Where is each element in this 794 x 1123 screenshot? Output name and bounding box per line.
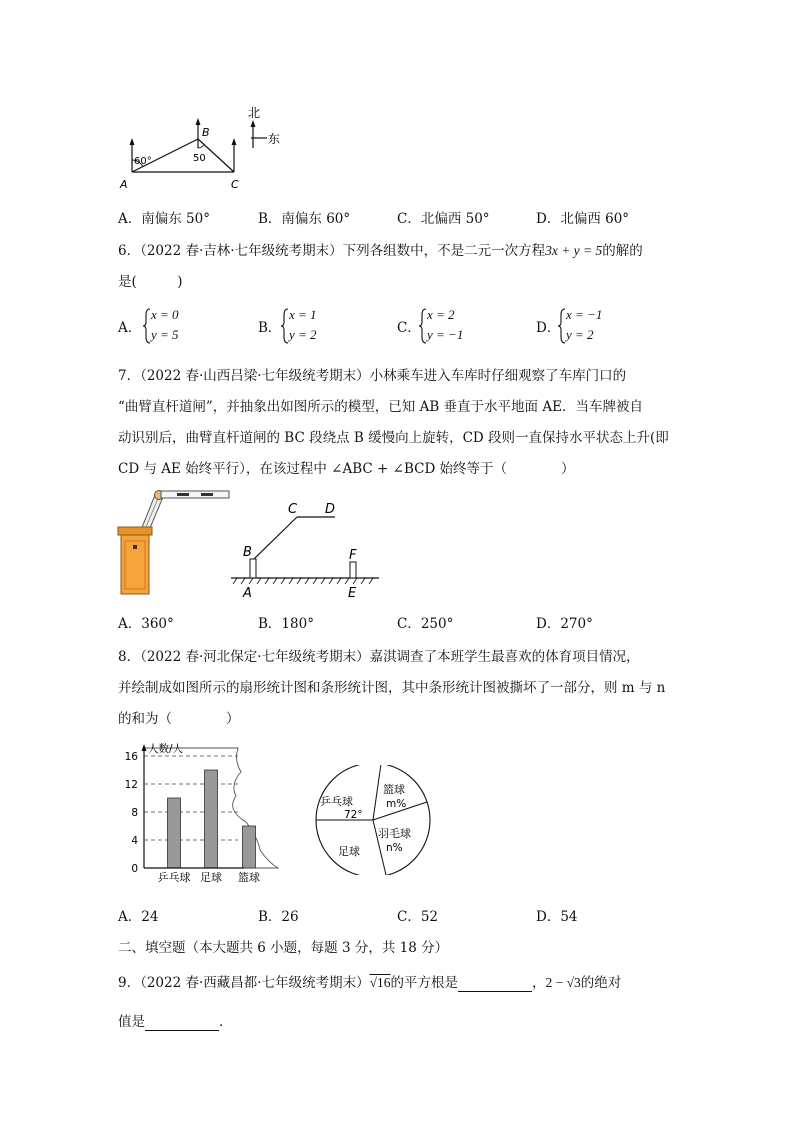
pie-label-pingpong: 乒乓球 <box>320 795 353 808</box>
q6-option-a-eq1: x = 0 <box>151 307 179 322</box>
q8-line2: 并绘制成如图所示的扇形统计图和条形统计图，其中条形统计图被撕坏了一部分，则 m 与 n <box>118 680 666 696</box>
y-tick-label: 8 <box>131 807 138 819</box>
direction-figure <box>110 100 300 195</box>
q9-suffix: 的绝对 <box>580 975 622 991</box>
y-tick-label: 0 <box>131 863 138 875</box>
q6-option-d-system[interactable] <box>566 305 602 345</box>
pie-label-m: m% <box>386 798 407 810</box>
east-label: 东 <box>268 132 281 146</box>
q6-option-d-label[interactable]: D． <box>536 320 561 336</box>
q7-line2: “曲臂直杆道闸”，并抽象出如图所示的模型，已知 AB 垂直于水平地面 AE．当车牌被自 <box>118 399 643 415</box>
q6-option-d-eq1: x = −1 <box>566 307 603 322</box>
y-axis-label: 人数/人 <box>148 743 184 755</box>
y-tick-label: 12 <box>124 779 138 791</box>
q9-line2 <box>118 1010 233 1031</box>
q6-suffix: 的解的 <box>602 243 643 259</box>
q8-line1: 8．（2022 春·河北保定·七年级统考期末）嘉淇调查了本班学生最喜欢的体育项目情况， <box>118 649 640 665</box>
q8-option-d[interactable]: D．54 <box>536 909 578 925</box>
bar-chart <box>118 738 288 886</box>
q6-option-b-system[interactable] <box>289 305 317 345</box>
x-category-label: 足球 <box>200 871 222 884</box>
point-c-label: C <box>231 178 239 191</box>
q9-end: ． <box>219 1014 233 1030</box>
q7-option-b[interactable]: B．180° <box>258 616 314 632</box>
q6-option-b-eq2: y = 2 <box>289 327 317 342</box>
q6-option-b-eq1: x = 1 <box>289 307 317 322</box>
q6-option-c-system[interactable] <box>427 305 463 345</box>
q7-option-c[interactable]: C．250° <box>397 616 454 632</box>
q6-option-a-label[interactable]: A． <box>118 320 142 336</box>
x-category-label: 乒乓球 <box>157 871 191 884</box>
model-label-a: A <box>243 586 252 601</box>
model-label-d: D <box>325 502 336 517</box>
angle-60-label: 60° <box>134 156 152 167</box>
q8-option-c[interactable]: C．52 <box>397 909 439 925</box>
angle-50-label: 50 <box>193 153 206 164</box>
gate-model-diagram <box>225 495 390 605</box>
q8-option-a[interactable]: A．24 <box>118 909 159 925</box>
q5-option-d[interactable]: D．北偏西 60° <box>536 211 630 227</box>
q9-sqrt16: √16 <box>369 975 391 990</box>
q7-option-d[interactable]: D．270° <box>536 616 593 632</box>
model-label-b: B <box>243 545 252 560</box>
q9-comma: ， <box>532 975 546 991</box>
q5-option-b[interactable]: B．南偏东 60° <box>258 211 351 227</box>
q9-expr: 2 − √3 <box>545 975 581 990</box>
pie-label-basketball: 篮球 <box>383 783 405 796</box>
q7-line1: 7．（2022 春·山西吕梁·七年级统考期末）小林乘车进入车库时仔细观察了车库门口的 <box>118 368 627 384</box>
barrier-gate-illustration <box>115 485 235 600</box>
pie-label-football: 足球 <box>338 845 360 858</box>
q9-line2-text: 值是 <box>118 1014 145 1030</box>
q6-prefix: 6．（2022 春·吉林·七年级统考期末）下列各组数中，不是二元一次方程 <box>118 243 546 259</box>
bar-1 <box>205 770 218 868</box>
y-tick-label: 16 <box>124 751 138 763</box>
q6-option-c-eq1: x = 2 <box>427 307 455 322</box>
q9-mid: 的平方根是 <box>390 975 458 991</box>
x-category-label: 篮球 <box>238 871 260 884</box>
model-label-f: F <box>349 548 357 563</box>
q6-option-c-eq2: y = −1 <box>427 327 464 342</box>
q7-line4: CD 与 AE 始终平行），在该过程中 ∠ABC + ∠BCD 始终等于（ ） <box>118 461 575 477</box>
q9-blank-2[interactable] <box>145 1014 219 1031</box>
q7-option-a[interactable]: A．360° <box>118 616 174 632</box>
pie-label-badminton: 羽毛球 <box>378 827 411 840</box>
q6-option-b-label[interactable]: B． <box>258 320 282 336</box>
point-b-label: B <box>202 126 210 139</box>
q5-option-a[interactable]: A．南偏东 50° <box>118 211 210 227</box>
q6-equation: 3x + y = 5 <box>545 243 603 258</box>
model-label-c: C <box>288 502 298 517</box>
point-a-label: A <box>120 178 128 191</box>
q7-line3: 动识别后，曲臂直杆道闸的 BC 段绕点 B 缓慢向上旋转，CD 段则一直保持水平状态上升(即 <box>118 430 669 446</box>
pie-label-angle: 72° <box>344 809 363 821</box>
bar-2 <box>243 826 256 868</box>
q6-option-a-eq2: y = 5 <box>151 327 179 342</box>
north-label: 北 <box>248 106 261 120</box>
q6-option-c-label[interactable]: C． <box>397 320 421 336</box>
model-label-e: E <box>348 586 357 601</box>
q6-option-d-eq2: y = 2 <box>566 327 594 342</box>
y-tick-label: 4 <box>131 835 138 847</box>
q8-option-b[interactable]: B．26 <box>258 909 299 925</box>
q8-line3: 的和为（ ） <box>118 711 240 727</box>
q5-option-c[interactable]: C．北偏西 50° <box>397 211 490 227</box>
q9-prefix: 9．（2022 春·西藏昌都·七年级统考期末） <box>118 975 370 991</box>
pie-chart <box>308 765 438 875</box>
pie-label-n: n% <box>386 842 403 854</box>
q6-option-a-system[interactable] <box>151 305 179 345</box>
q9-blank-1[interactable] <box>458 975 532 992</box>
section-2-heading: 二、填空题（本大题共 6 小题，每题 3 分，共 18 分） <box>118 940 449 956</box>
q9-line1 <box>118 971 621 992</box>
q6-stem <box>118 239 643 259</box>
q6-line2: 是( ) <box>118 274 183 290</box>
bar-0 <box>168 798 181 868</box>
